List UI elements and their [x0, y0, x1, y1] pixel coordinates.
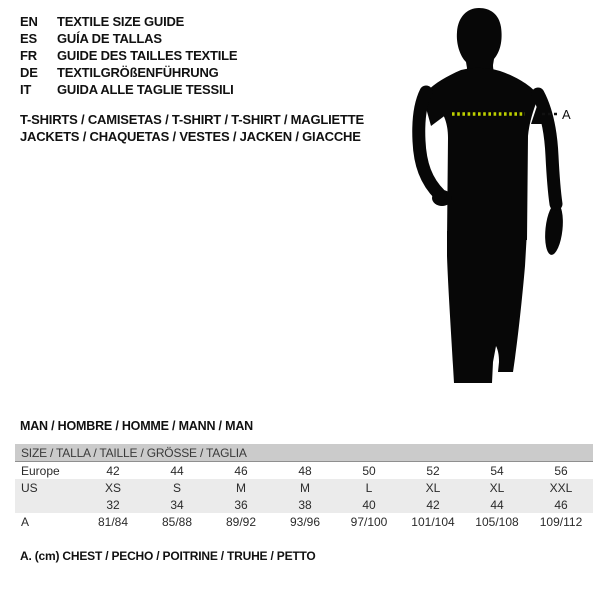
size-cell: 56	[554, 463, 568, 478]
size-cell: 109/112	[539, 514, 583, 529]
size-cell: 89/92	[225, 514, 257, 529]
language-row-fr	[20, 47, 237, 64]
legs	[447, 231, 527, 383]
language-row-it	[20, 81, 237, 98]
size-table	[15, 444, 593, 530]
table-row-us	[15, 479, 593, 496]
size-cell: 44	[170, 463, 184, 478]
language-text: TEXTILGRÖßENFÜHRUNG	[57, 65, 219, 80]
section-title-man: MAN / HOMBRE / HOMME / MANN / MAN	[20, 419, 253, 433]
right-hand	[543, 202, 565, 255]
language-code: DE	[20, 65, 38, 80]
language-code: FR	[20, 48, 37, 63]
size-cell: 52	[426, 463, 440, 478]
head	[457, 8, 502, 76]
table-row-europe	[15, 462, 593, 480]
row-label	[15, 496, 81, 513]
size-cell: 50	[362, 463, 376, 478]
language-code: EN	[20, 14, 38, 29]
row-label: Europe	[21, 463, 60, 478]
size-cell: 42	[106, 463, 120, 478]
table-row-numeric	[15, 496, 593, 513]
right-arm	[538, 94, 556, 204]
size-cell: XL	[425, 480, 441, 495]
row-label: A	[21, 514, 30, 529]
size-cell: 38	[298, 497, 312, 512]
language-text: TEXTILE SIZE GUIDE	[57, 14, 185, 29]
language-row-en	[20, 13, 237, 30]
size-cell: 34	[170, 497, 184, 512]
language-code: ES	[20, 31, 37, 46]
size-cell: 93/96	[289, 514, 321, 529]
size-cell: 97/100	[350, 514, 388, 529]
size-cell: XL	[489, 480, 505, 495]
size-cell: 101/104	[411, 514, 455, 529]
size-cell: 48	[298, 463, 312, 478]
size-cell: M	[236, 480, 246, 495]
size-cell: 81/84	[97, 514, 129, 529]
language-row-es	[20, 30, 237, 47]
size-cell: S	[172, 480, 181, 495]
category-line-tshirts: T-SHIRTS / CAMISETAS / T-SHIRT / T-SHIRT / MAGLIETTE	[20, 112, 364, 127]
size-cell: XXL	[549, 480, 573, 495]
language-text: GUIDA ALLE TAGLIE TESSILI	[57, 82, 234, 97]
language-code: IT	[20, 82, 32, 97]
language-row-de	[20, 64, 237, 81]
size-cell: 46	[554, 497, 568, 512]
size-cell: 36	[234, 497, 248, 512]
size-cell: 40	[362, 497, 376, 512]
table-row-chest-a	[15, 513, 593, 530]
size-cell: 54	[490, 463, 504, 478]
language-list	[20, 13, 237, 98]
category-line-jackets: JACKETS / CHAQUETAS / VESTES / JACKEN / GIACCHE	[20, 129, 361, 144]
size-cell: 105/108	[475, 514, 519, 529]
size-cell: 85/88	[161, 514, 193, 529]
size-cell: 32	[106, 497, 120, 512]
size-table-header-row	[15, 444, 593, 462]
size-table-header: SIZE / TALLA / TAILLE / GRÖSSE / TAGLIA	[15, 444, 593, 462]
torso	[426, 68, 539, 240]
size-cell: L	[365, 480, 373, 495]
size-cell: 46	[234, 463, 248, 478]
category-list	[20, 111, 364, 145]
size-cell: 44	[490, 497, 504, 512]
size-cell: M	[300, 480, 310, 495]
language-text: GUÍA DE TALLAS	[57, 31, 162, 46]
row-label: US	[21, 480, 38, 495]
size-cell: 42	[426, 497, 440, 512]
language-text: GUIDE DES TAILLES TEXTILE	[57, 48, 238, 63]
size-cell: XS	[104, 480, 121, 495]
footnote-chest: A. (cm) CHEST / PECHO / POITRINE / TRUHE / PETTO	[20, 549, 316, 563]
man-silhouette-figure	[395, 6, 580, 396]
measure-label-a: A	[562, 107, 571, 122]
